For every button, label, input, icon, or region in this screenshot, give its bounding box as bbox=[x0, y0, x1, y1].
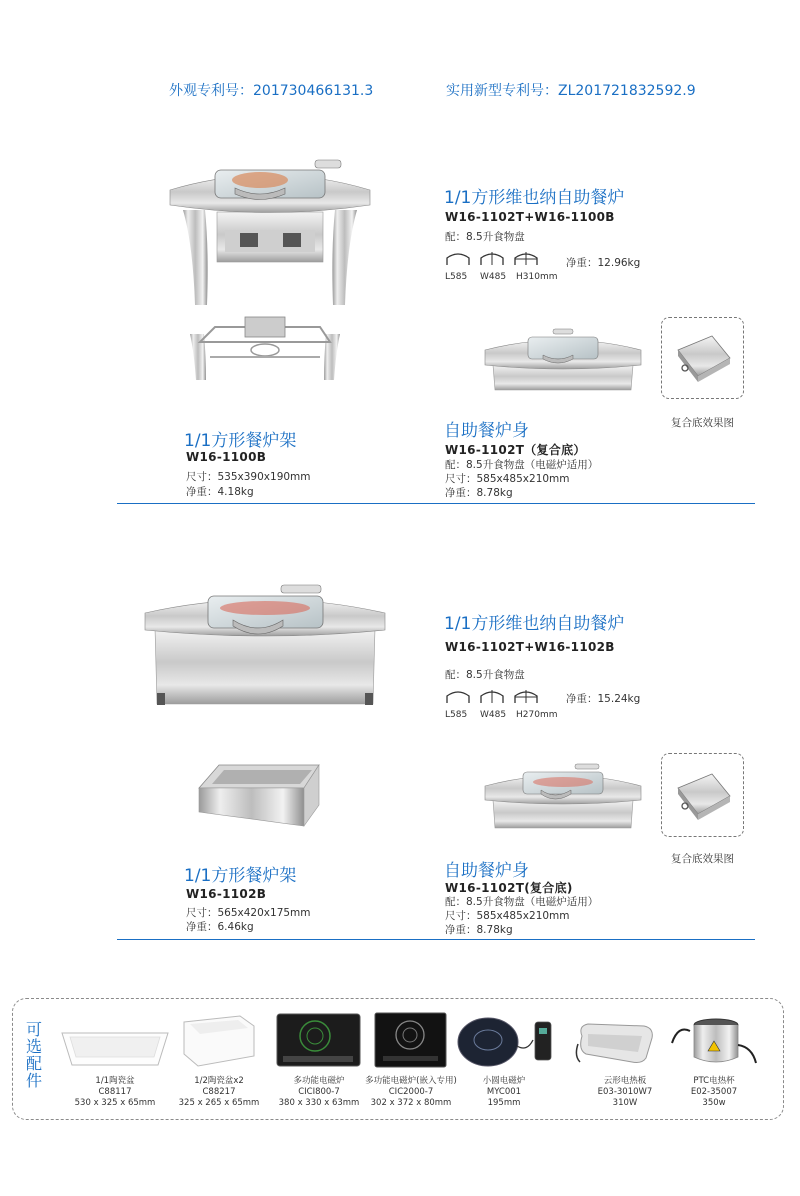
s2-product-title: 1/1方形维也纳自助餐炉 bbox=[444, 614, 625, 634]
stand-w16-1102b-image bbox=[194, 760, 324, 830]
s1-stand-title: 1/1方形餐炉架 bbox=[184, 431, 297, 451]
accessories-side-label: 可 选 配 件 bbox=[25, 1020, 42, 1090]
s2-dim-height: H270mm bbox=[516, 710, 558, 720]
section2-divider bbox=[117, 939, 755, 940]
width-icon bbox=[479, 249, 505, 267]
s2-composite-bottom-caption: 复合底效果图 bbox=[671, 853, 734, 865]
s2-product-model: W16-1102T+W16-1102B bbox=[445, 640, 615, 654]
accessory-item-5: 小圆电磁炉 MYC001 195mm bbox=[482, 1076, 526, 1108]
round-induction-cooker-image bbox=[455, 1010, 573, 1070]
s1-product-model: W16-1102T+W16-1100B bbox=[445, 210, 615, 224]
accessory-item-4: 多功能电磁炉(嵌入专用) CIC2000-7 302 x 372 x 80mm bbox=[365, 1076, 457, 1108]
height-icon bbox=[513, 687, 539, 705]
s2-product-weight: 净重：15.24kg bbox=[566, 693, 641, 705]
s1-body-size: 尺寸：585x485x210mm bbox=[445, 473, 570, 485]
height-icon bbox=[513, 249, 539, 267]
s1-stand-size: 尺寸：535x390x190mm bbox=[186, 471, 311, 483]
stand-w16-1100b-image bbox=[190, 312, 340, 382]
ptc-heating-cup-image bbox=[668, 1011, 764, 1069]
s1-dim-length: L585 bbox=[445, 272, 468, 282]
length-icon bbox=[445, 687, 471, 705]
s1-product-title: 1/1方形维也纳自助餐炉 bbox=[444, 188, 625, 208]
accessory-item-6: 云形电热板 E03-3010W7 310W bbox=[597, 1076, 653, 1108]
s2-body-weight: 净重：8.78kg bbox=[445, 924, 513, 936]
s1-product-accessory: 配：8.5升食物盘 bbox=[445, 231, 525, 243]
accessory-item-1: 1/1陶瓷盆 C88117 530 x 325 x 65mm bbox=[74, 1076, 156, 1108]
width-icon bbox=[479, 687, 505, 705]
composite-bottom-image bbox=[662, 318, 745, 400]
chafing-body-w16-1102t-image-2 bbox=[483, 760, 643, 832]
s1-stand-model: W16-1100B bbox=[186, 450, 267, 464]
s2-dim-width: W485 bbox=[480, 710, 507, 720]
s2-dimension-icons bbox=[445, 687, 539, 705]
chafing-dish-with-stand-image bbox=[165, 150, 375, 310]
s2-stand-model: W16-1102B bbox=[186, 887, 267, 901]
s1-body-weight: 净重：8.78kg bbox=[445, 487, 513, 499]
utility-patent-number: 实用新型专利号：ZL201721832592.9 bbox=[446, 83, 696, 99]
s1-dim-width: W485 bbox=[480, 272, 507, 282]
s2-stand-title: 1/1方形餐炉架 bbox=[184, 866, 297, 886]
accessory-item-7: PTC电热杯 E02-35007 350w bbox=[690, 1076, 738, 1108]
chafing-dish-with-square-stand-image bbox=[143, 578, 388, 710]
embedded-induction-cooker-image bbox=[373, 1011, 448, 1069]
s1-body-model: W16-1102T（复合底） bbox=[445, 443, 586, 457]
s2-body-title: 自助餐炉身 bbox=[444, 861, 529, 881]
induction-cooker-image bbox=[275, 1012, 362, 1068]
s1-dimension-icons bbox=[445, 249, 539, 267]
s1-stand-weight: 净重：4.18kg bbox=[186, 486, 254, 498]
s1-dim-height: H310mm bbox=[516, 272, 558, 282]
composite-bottom-image-2 bbox=[662, 754, 745, 838]
section1-divider bbox=[117, 503, 755, 504]
s2-dim-length: L585 bbox=[445, 710, 468, 720]
length-icon bbox=[445, 249, 471, 267]
chafing-body-w16-1102t-image bbox=[483, 325, 643, 395]
s2-body-accessory: 配：8.5升食物盘（电磁炉适用） bbox=[445, 896, 599, 908]
s1-body-accessory: 配：8.5升食物盘（电磁炉适用） bbox=[445, 459, 599, 471]
accessory-item-3: 多功能电磁炉 CICI800-7 380 x 330 x 63mm bbox=[278, 1076, 360, 1108]
s1-product-weight: 净重：12.96kg bbox=[566, 257, 641, 269]
s2-stand-size: 尺寸：565x420x175mm bbox=[186, 907, 311, 919]
ceramic-pan-full-image bbox=[60, 1027, 170, 1069]
s2-product-accessory: 配：8.5升食物盘 bbox=[445, 669, 525, 681]
s2-body-model: W16-1102T(复合底) bbox=[445, 881, 573, 895]
s2-body-size: 尺寸：585x485x210mm bbox=[445, 910, 570, 922]
accessory-item-2: 1/2陶瓷盆x2 C88217 325 x 265 x 65mm bbox=[178, 1076, 260, 1108]
cloud-warming-plate-image bbox=[574, 1016, 658, 1068]
s1-body-title: 自助餐炉身 bbox=[444, 421, 529, 441]
ceramic-pan-half-image bbox=[180, 1012, 258, 1070]
s1-composite-bottom-caption: 复合底效果图 bbox=[671, 417, 734, 429]
s2-stand-weight: 净重：6.46kg bbox=[186, 921, 254, 933]
design-patent-number: 外观专利号：201730466131.3 bbox=[169, 83, 374, 99]
s2-composite-bottom-box bbox=[661, 753, 744, 837]
s1-composite-bottom-box bbox=[661, 317, 744, 399]
